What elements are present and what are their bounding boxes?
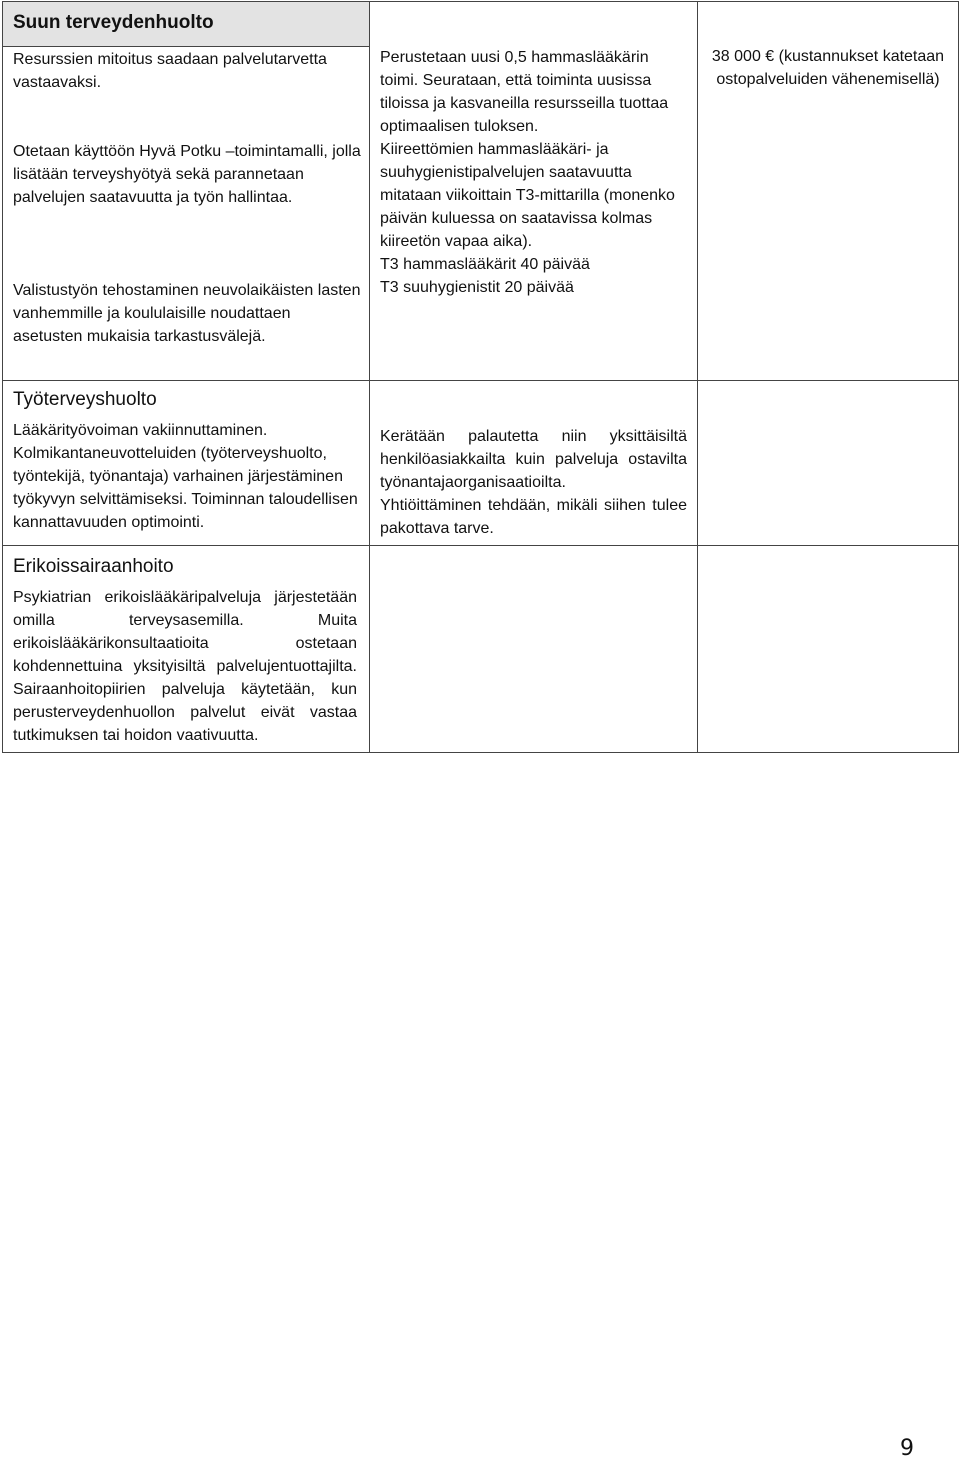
list-item: T3 suuhygienistit 20 päivää (380, 279, 574, 296)
list-item: Perustetaan uusi 0,5 hammaslääkärin toimi. Seurataan, että toiminta uusissa tiloissa ja kasvaneilla resursseilla tuottaa optimaalisen tuloksen. (380, 49, 669, 135)
paragraph: Valistustyön tehostaminen neuvolaikäisten lasten vanhemmille ja koululaisille noudattaen asetusten mukaisia tarkastusvälejä. (13, 282, 361, 345)
plan-table (2, 1, 959, 753)
section-title-tyoterveyshuolto: Työterveyshuolto (13, 389, 157, 410)
cost-cell-tyoterveys (698, 381, 959, 546)
paragraph: Psykiatrian erikoislääkäripalveluja järjestetään omilla terveysasemilla. Muita erikoislääkärikonsultaatioita ostetaan kohdennettuina yksityisiltä palvelujentuottajilta. Sairaanhoitopiirien palveluja käytetään, kun perusterveydenhuollon palvelut eivät vastaa tutkimuksen tai hoidon vaativuutta. (13, 589, 357, 744)
page-number: 9 (900, 1436, 914, 1461)
cost-text: 38 000 € (kustannukset katetaan ostopalveluiden vähenemisellä) (711, 48, 945, 88)
measures-cell-suun (370, 2, 698, 381)
paragraph: Lääkärityövoiman vakiinnuttaminen. Kolmikantaneuvotteluiden (työterveyshuolto, työntekijä, työnantaja) varhainen järjestäminen työkyvyn selvittämiseksi. Toiminnan taloudellisen kannattavuuden optimointi. (13, 422, 358, 531)
paragraph: Resurssien mitoitus saadaan palvelutarvetta vastaavaksi. (13, 51, 327, 91)
measures-text-tyoterveys (370, 381, 697, 540)
measures-cell-tyoterveys (370, 381, 698, 546)
goals-cell-suun (3, 47, 370, 381)
table-row (3, 381, 959, 546)
paragraph: Otetaan käyttöön Hyvä Potku –toimintamalli, jolla lisätään terveyshyötyä sekä parannetaan palvelujen saatavuutta ja työn hallintaa. (13, 143, 361, 206)
cost-cell-erikoissairaanhoito (698, 546, 959, 753)
measures-cell-erikoissairaanhoito (370, 546, 698, 753)
measures-text-suun (370, 2, 697, 299)
section-header-cell (3, 2, 370, 47)
list-item: Kiireettömien hammaslääkäri- ja suuhygienistipalvelujen saatavuutta mitataan viikoittain T3-mittarilla (monenko päivän kuluessa on saatavissa kolmas kiireetön vapaa aika). (380, 141, 675, 250)
list-item: T3 hammaslääkärit 40 päivää (380, 256, 590, 273)
list-item: Kerätään palautetta niin yksittäisiltä henkilöasiakkailta kuin palveluja ostavilta työnantajaorganisaatioilta. (380, 428, 687, 491)
goals-cell-erikoissairaanhoito (3, 546, 370, 753)
goals-cell-tyoterveys (3, 381, 370, 546)
section-title-erikoissairaanhoito: Erikoissairaanhoito (13, 556, 174, 577)
table-row (3, 546, 959, 753)
table-row (3, 2, 959, 47)
cost-cell-suun (698, 2, 959, 381)
section-title-suun-terveydenhuolto: Suun terveydenhuolto (13, 12, 214, 33)
list-item: Yhtiöittäminen tehdään, mikäli siihen tulee pakottava tarve. (380, 497, 687, 537)
